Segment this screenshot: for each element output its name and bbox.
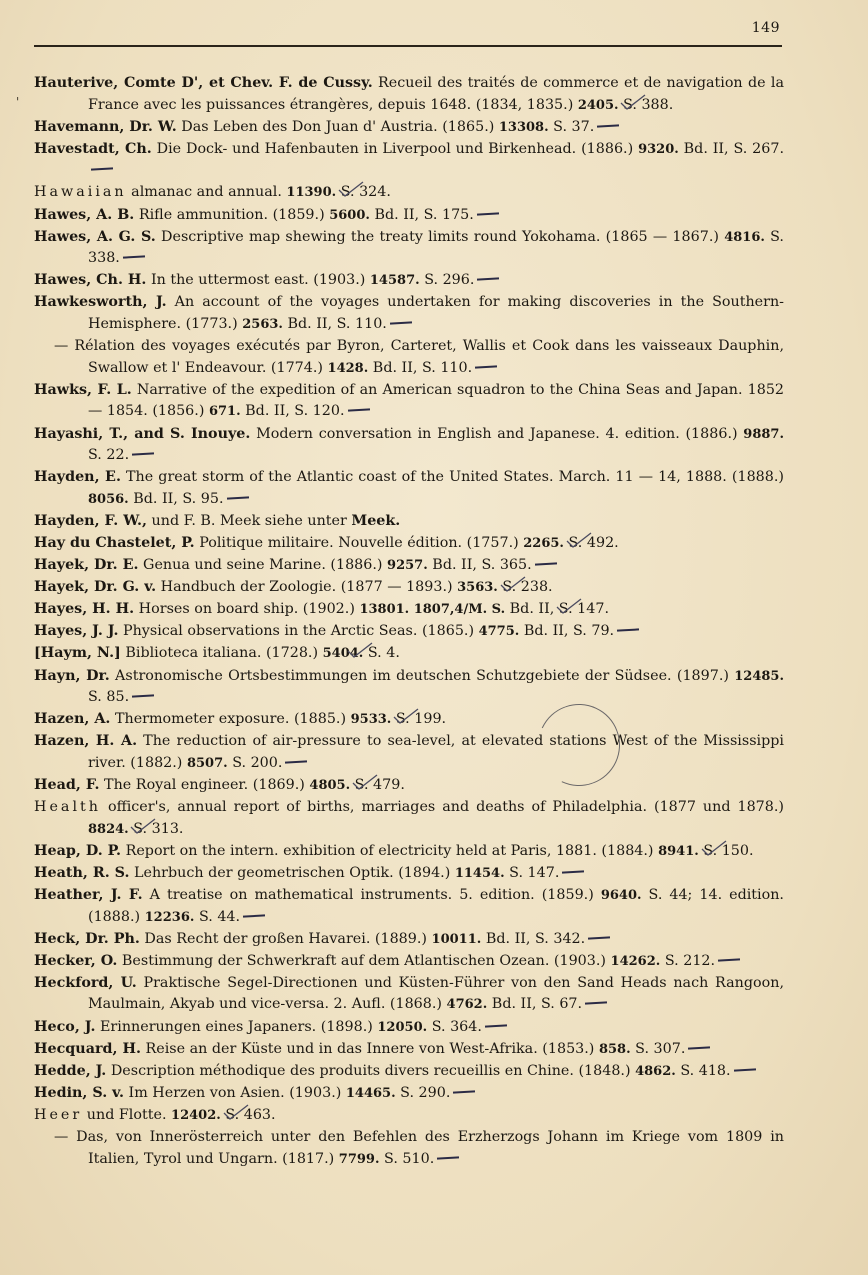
- entry-author: [Haym, N.]: [34, 645, 121, 662]
- bibliography-entry: [34, 951, 784, 973]
- entry-author: Hayes, H. H.: [34, 601, 135, 618]
- pencil-dash-icon: [597, 124, 619, 127]
- entry-author: Hedde, J.: [34, 1062, 107, 1079]
- page-reference: S. 147.: [504, 864, 560, 881]
- check-mark-icon: [553, 577, 581, 591]
- entry-author: Hayes, J. J.: [34, 623, 119, 640]
- entry-author: Hayek, Dr. G. v.: [34, 579, 157, 596]
- catalog-number: 14465.: [345, 1085, 396, 1101]
- entry-title: Das Recht der großen Havarei. (1889.): [139, 930, 432, 947]
- entry-title: Rifle ammunition. (1859.): [134, 206, 330, 223]
- entry-author: Havemann, Dr. W.: [34, 118, 177, 135]
- entry-title: — Das, von Innerösterreich unter den Befehlen des Erzherzogs Johann im Kriege vom 1809 in Italien, Tyrol und Ungarn. (1817.): [54, 1129, 784, 1167]
- entry-title: Description méthodique des produits divers recueillis en Chine. (1848.): [106, 1062, 636, 1079]
- check-mark-icon: [673, 95, 701, 109]
- pencil-dash-icon: [617, 629, 639, 632]
- check-mark-icon: [405, 775, 433, 789]
- page-reference: S. 85.: [88, 689, 130, 706]
- page-reference: S. 200.: [227, 754, 283, 771]
- catalog-number: 12236.: [144, 909, 195, 925]
- catalog-number: 12402.: [171, 1107, 221, 1123]
- pencil-dash-icon: [562, 870, 584, 873]
- pencil-dash-icon: [477, 212, 499, 215]
- page-reference: S. 37.: [548, 118, 595, 135]
- entry-author: Hawkesworth, J.: [34, 294, 167, 311]
- pencil-dash-icon: [132, 453, 154, 456]
- catalog-number: 11390.: [286, 185, 337, 201]
- entry-title: Astronomische Ortsbestimmungen im deutschen Schutzgebiete der Südsee. (1897.): [109, 667, 735, 684]
- page-reference: S. 296.: [419, 272, 475, 289]
- bibliography-entry: [34, 1061, 784, 1083]
- page-reference: S. 364.: [427, 1018, 482, 1035]
- bibliography-entry: [34, 731, 784, 774]
- entry-author: Hayn, Dr.: [34, 667, 110, 684]
- entry-spaced-title: Hawaiian: [34, 184, 127, 201]
- entry-title: Descriptive map shewing the treaty limits round Yokohama. (1865 — 1867.): [155, 228, 725, 245]
- bibliography-entry: [34, 621, 784, 643]
- bibliography-entry: [34, 555, 784, 577]
- check-mark-icon: [754, 841, 782, 855]
- pencil-dash-icon: [123, 256, 145, 259]
- bibliography-entry: [34, 292, 784, 335]
- entry-title: The Royal engineer. (1869.): [99, 777, 310, 793]
- page-reference: Bd. II, S. 175.: [369, 206, 474, 223]
- page-reference: S. 307.: [630, 1040, 686, 1057]
- entry-title: A treatise on mathematical instruments. 5. edition. (1859.): [142, 886, 601, 903]
- pencil-dash-icon: [243, 914, 265, 917]
- page-reference: S. 418.: [675, 1062, 731, 1079]
- catalog-number: 2265.: [523, 535, 564, 551]
- check-mark-icon: [400, 643, 428, 657]
- entry-author: Hawes, A. B.: [34, 206, 135, 223]
- entry-title: — Rélation des voyages exécutés par Byron, Carteret, Wallis et Cook dans les vaisseaux Dauphin, Swallow et l' Endeavour. (1774.): [54, 338, 784, 376]
- catalog-number: 4816.: [724, 229, 765, 245]
- bibliography-entry: [34, 1017, 784, 1039]
- entry-title: Report on the intern. exhibition of electricity held at Paris, 1881. (1884.): [121, 842, 659, 859]
- page-reference: Bd. II, S. 267.: [678, 140, 784, 157]
- catalog-number: 9640.: [600, 887, 642, 903]
- page-reference: S. 150.: [698, 842, 754, 859]
- page-reference: S. 238.: [497, 579, 553, 596]
- entry-author: Hedin, S. v.: [34, 1084, 124, 1101]
- page-reference: S. 479.: [350, 777, 405, 793]
- pencil-dash-icon: [453, 1090, 475, 1093]
- catalog-number: 9320.: [638, 141, 679, 157]
- pencil-dash-icon: [718, 958, 740, 961]
- entry-author: Hay du Chastelet, P.: [34, 534, 195, 551]
- catalog-number: 4805.: [309, 778, 351, 793]
- catalog-number: 11454.: [454, 865, 505, 881]
- entry-author: Hazen, H. A.: [34, 733, 138, 750]
- entry-title: An account of the voyages undertaken for making discoveries in the Southern-Hemisphere. (1773.): [88, 294, 784, 333]
- catalog-number: 9533.: [350, 712, 392, 728]
- entry-author: Hawes, A. G. S.: [34, 228, 156, 245]
- page-reference: S. 492.: [563, 534, 619, 551]
- entry-author: Hayden, F. W.,: [34, 512, 147, 529]
- page-reference: Bd. II, S. 110.: [368, 359, 473, 376]
- page-reference: Bd. II, S. 95.: [128, 490, 224, 507]
- page-reference: Bd. II, S. 110.: [282, 316, 387, 333]
- page-reference: S. 4.: [363, 645, 400, 662]
- entry-title: Praktische Segel-Directionen und Küsten-Führer von den Sand Heads nach Rangoon, Maulmain, Akyab und vice-versa. 2. Aufl. (1868.): [88, 974, 784, 1013]
- bibliography-entry: [34, 336, 784, 379]
- bibliography-entry: [34, 885, 784, 928]
- entry-title: The great storm of the Atlantic coast of the United States. March. 11 — 14, 1888. (1888.): [120, 469, 784, 486]
- page-reference: Bd. II, S. 67.: [487, 996, 583, 1013]
- bibliography-entry: [34, 709, 784, 731]
- bibliography-entry: [34, 511, 784, 533]
- pencil-dash-icon: [535, 562, 557, 565]
- catalog-number: 10011.: [431, 931, 482, 947]
- catalog-number: 2563.: [242, 317, 283, 333]
- check-mark-icon: [446, 709, 474, 723]
- cross-reference: Meek.: [351, 512, 401, 529]
- catalog-number: 8941.: [658, 843, 699, 859]
- bibliography-entry: [34, 577, 784, 599]
- entry-author: Head, F.: [34, 777, 100, 793]
- entry-author: Havestadt, Ch.: [34, 140, 152, 157]
- bibliography-entry: [34, 1105, 784, 1127]
- entry-title: Politique militaire. Nouvelle édition. (1757.): [194, 534, 524, 551]
- entry-title: Horses on board ship. (1902.): [134, 601, 360, 618]
- page-reference: S. 510.: [379, 1150, 435, 1167]
- pencil-dash-icon: [226, 496, 248, 499]
- pencil-dash-icon: [688, 1046, 710, 1049]
- margin-mark: ': [16, 95, 20, 109]
- entry-title: Recueil des traités de commerce et de navigation de la France avec les puissances étrangères, depuis 1648. (1834, 1835.): [88, 75, 784, 113]
- catalog-number: 14587.: [369, 273, 420, 289]
- header-rule: [34, 45, 782, 47]
- entry-title: Das Leben des Don Juan d' Austria. (1865.): [176, 118, 499, 135]
- entry-title: Physical observations in the Arctic Seas. (1865.): [118, 623, 479, 640]
- page-reference: S. 44; 14. edition. (1888.): [88, 886, 784, 925]
- pencil-dash-icon: [132, 695, 154, 698]
- bibliography-entry: [34, 666, 784, 709]
- entry-title: Reise an der Küste und in das Innere von West-Afrika. (1853.): [140, 1040, 599, 1057]
- catalog-number: 858.: [598, 1041, 631, 1057]
- catalog-number: 2405.: [577, 97, 619, 113]
- catalog-number: 13308.: [498, 119, 549, 135]
- page-reference: Bd. II, S. 147.: [505, 601, 610, 618]
- entry-author: Heck, Dr. Ph.: [34, 930, 140, 947]
- entry-title: Die Dock- und Hafenbauten in Liverpool und Birkenhead. (1886.): [151, 140, 639, 157]
- catalog-number: 8507.: [186, 755, 228, 771]
- page-reference: S. 199.: [391, 711, 447, 728]
- bibliography-entry: [34, 270, 784, 292]
- page-reference: S. 44.: [194, 908, 241, 925]
- bibliography-entry: [34, 139, 784, 182]
- bibliography-entry: [34, 533, 784, 555]
- bibliography-entry: [34, 117, 784, 139]
- page-reference: S. 290.: [395, 1084, 451, 1101]
- bibliography-entry: [34, 182, 784, 204]
- pencil-dash-icon: [390, 321, 412, 324]
- entry-author: Heath, R. S.: [34, 864, 130, 881]
- page-reference: Bd. II, S. 120.: [240, 403, 345, 420]
- entry-author: Heco, J.: [34, 1018, 96, 1035]
- page-reference: Bd. II, S. 365.: [427, 557, 532, 574]
- pencil-dash-icon: [347, 409, 369, 412]
- page-reference: S. 388.: [618, 96, 674, 113]
- entry-title: Lehrbuch der geometrischen Optik. (1894.): [129, 864, 455, 881]
- bibliography-entry: [34, 863, 784, 885]
- bibliography-entry: [34, 797, 784, 840]
- bibliography-entry: [34, 643, 784, 665]
- entry-title: almanac and annual.: [126, 184, 287, 201]
- check-mark-icon: [609, 599, 637, 613]
- entry-title: Modern conversation in English and Japanese. 4. edition. (1886.): [250, 425, 744, 442]
- check-mark-icon: [391, 182, 419, 196]
- pencil-dash-icon: [477, 278, 499, 281]
- entry-author: Hecker, O.: [34, 952, 118, 969]
- entry-spaced-title: Health: [34, 799, 101, 816]
- bibliography-entry: [34, 1039, 784, 1061]
- page-reference: Bd. II, S. 342.: [481, 930, 586, 947]
- catalog-number: 4762.: [446, 997, 488, 1013]
- bibliography-entry: [34, 929, 784, 951]
- catalog-number: 13801. 1807,4/M. S.: [359, 602, 506, 618]
- catalog-number: 5404.: [322, 646, 364, 662]
- page-reference: S. 212.: [660, 952, 716, 969]
- bibliography-entry: [34, 73, 784, 116]
- catalog-number: 5600.: [329, 207, 370, 223]
- bibliography-entry: [34, 1083, 784, 1105]
- catalog-number: 3563.: [457, 580, 498, 596]
- pencil-dash-icon: [437, 1156, 459, 1159]
- entry-author: Hayashi, T., and S. Inouye.: [34, 425, 251, 442]
- catalog-number: 9257.: [387, 558, 428, 574]
- bibliography-entry: [34, 227, 784, 270]
- catalog-number: 671.: [208, 404, 241, 420]
- page-reference: Bd. II, S. 79.: [519, 623, 615, 640]
- entry-author: Hawes, Ch. H.: [34, 272, 147, 289]
- entry-title: und F. B. Meek siehe unter: [146, 512, 352, 529]
- pencil-dash-icon: [734, 1068, 756, 1071]
- entry-title: Bestimmung der Schwerkraft auf dem Atlantischen Ozean. (1903.): [117, 952, 611, 969]
- check-mark-icon: [619, 533, 647, 547]
- entry-spaced-title: Heer: [34, 1106, 83, 1123]
- entry-title: und Flotte.: [82, 1106, 172, 1123]
- page-reference: S. 313.: [128, 820, 184, 837]
- catalog-number: 7799.: [338, 1151, 380, 1167]
- catalog-number: 4862.: [635, 1063, 676, 1079]
- check-mark-icon: [276, 1105, 304, 1119]
- catalog-number: 12485.: [734, 668, 784, 684]
- bibliography-entry: [34, 841, 784, 863]
- entry-title: In the uttermost east. (1903.): [146, 272, 370, 289]
- entry-author: Heap, D. P.: [34, 842, 122, 859]
- entry-author: Heather, J. F.: [34, 886, 143, 903]
- bibliography-entry: [34, 467, 784, 510]
- catalog-number: 8056.: [88, 491, 129, 507]
- entry-title: Erinnerungen eines Japaners. (1898.): [95, 1018, 378, 1035]
- catalog-number: 4775.: [478, 624, 520, 640]
- check-mark-icon: [183, 819, 211, 833]
- catalog-number: 14262.: [610, 953, 661, 969]
- bibliography-entry: [34, 380, 784, 423]
- entry-author: Hauterive, Comte D', et Chev. F. de Cussy.: [34, 75, 373, 91]
- bibliography-entry: [34, 973, 784, 1016]
- entry-author: Hayden, E.: [34, 469, 121, 486]
- page-number: 149: [751, 20, 780, 36]
- bibliography-entry: [34, 775, 784, 797]
- entry-title: Narrative of the expedition of an American squadron to the China Seas and Japan. 1852 — 1854. (1856.): [88, 381, 785, 420]
- pencil-dash-icon: [285, 760, 307, 763]
- bibliography-entry: [34, 424, 784, 467]
- entry-title: Handbuch der Zoologie. (1877 — 1893.): [156, 579, 458, 596]
- entry-title: The reduction of air-pressure to sea-level, at elevated stations West of the Mississippi river. (1882.): [88, 733, 784, 771]
- entry-author: Hayek, Dr. E.: [34, 557, 139, 574]
- catalog-number: 1428.: [327, 360, 369, 376]
- entry-title: officer's, annual report of births, marriages and deaths of Philadelphia. (1877 und 1878.): [100, 799, 784, 816]
- entry-author: Hecquard, H.: [34, 1040, 141, 1057]
- catalog-number: 12050.: [377, 1019, 428, 1035]
- bibliography-entry: [34, 205, 784, 227]
- bibliography-entry: [34, 1127, 784, 1170]
- pencil-dash-icon: [588, 936, 610, 939]
- bibliography-list: [34, 73, 784, 1171]
- page-reference: S. 324.: [336, 184, 391, 201]
- catalog-number: 8824.: [88, 821, 129, 837]
- entry-author: Hazen, A.: [34, 711, 111, 728]
- catalog-number: 9887.: [743, 426, 784, 442]
- pencil-dash-icon: [91, 168, 113, 171]
- entry-author: Heckford, U.: [34, 974, 137, 991]
- pencil-dash-icon: [485, 1024, 507, 1027]
- pencil-dash-icon: [475, 365, 497, 368]
- bibliography-entry: [34, 599, 784, 621]
- entry-title: Im Herzen von Asien. (1903.): [124, 1084, 346, 1101]
- page-reference: S. 463.: [220, 1106, 276, 1123]
- entry-title: Biblioteca italiana. (1728.): [120, 645, 323, 662]
- entry-title: Genua und seine Marine. (1886.): [138, 557, 388, 574]
- pencil-dash-icon: [585, 1002, 607, 1005]
- page-reference: S. 338.: [88, 228, 784, 267]
- entry-author: Hawks, F. L.: [34, 381, 132, 398]
- page-reference: S. 22.: [88, 447, 130, 464]
- entry-title: Thermometer exposure. (1885.): [110, 711, 351, 728]
